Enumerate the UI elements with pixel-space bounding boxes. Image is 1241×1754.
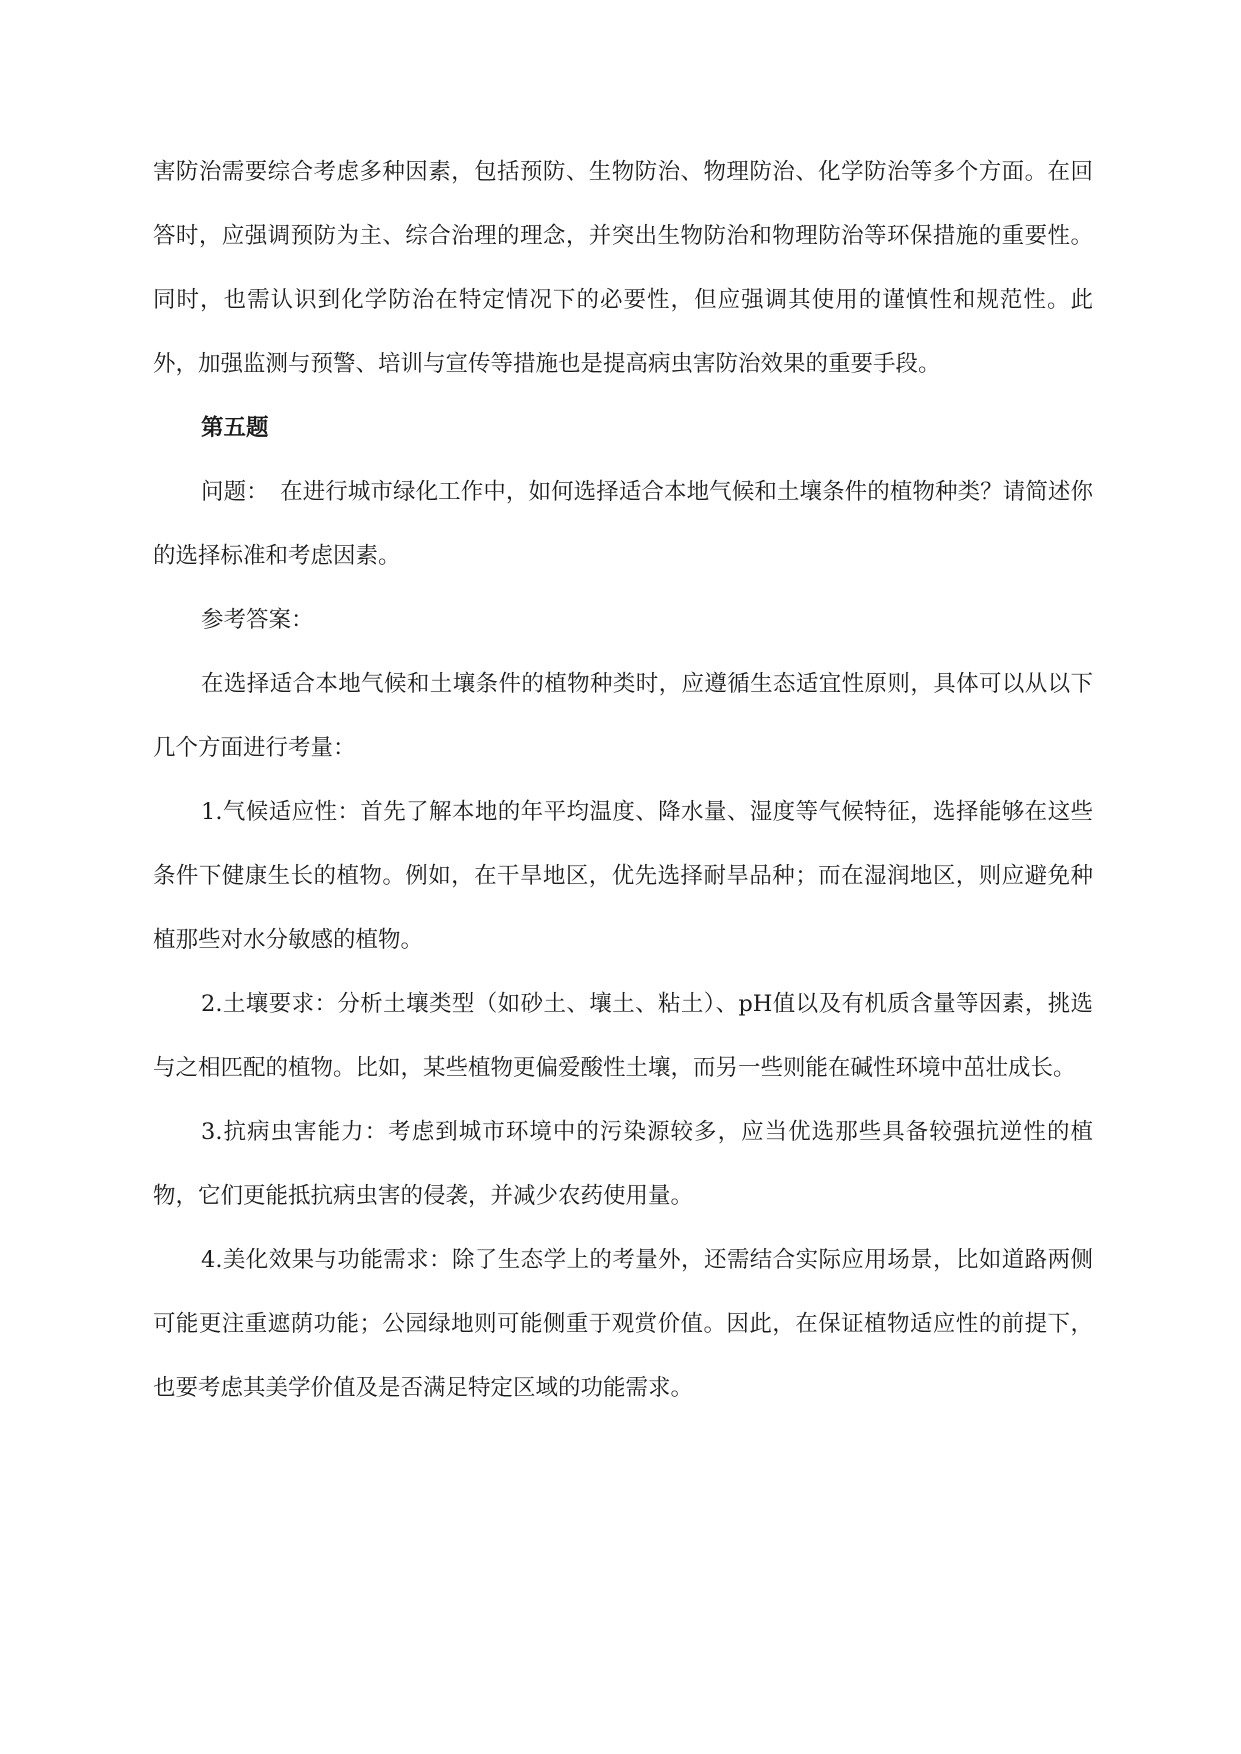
document-page [153, 140, 1093, 1420]
point-climate: 1.气候适应性：首先了解本地的年平均温度、降水量、湿度等气候特征，选择能够在这些条件下健康生长的植物。例如，在干旱地区，优先选择耐旱品种；而在湿润地区，则应避免种植那些对水分敏感的植物。 [153, 799, 1093, 953]
point-soil: 2.土壤要求：分析土壤类型（如砂土、壤土、粘土）、pH值以及有机质含量等因素，挑选与之相匹配的植物。比如，某些植物更偏爱酸性土壤，而另一些则能在碱性环境中茁壮成长。 [153, 991, 1093, 1081]
section-title: 第五题 [201, 415, 269, 441]
question-paragraph: 问题： 在进行城市绿化工作中，如何选择适合本地气候和土壤条件的植物种类？请简述你的选择标准和考虑因素。 [153, 479, 1093, 569]
point-pest-resistance: 3.抗病虫害能力：考虑到城市环境中的污染源较多，应当优选那些具备较强抗逆性的植物，它们更能抵抗病虫害的侵袭，并减少农药使用量。 [153, 1119, 1093, 1209]
answer-label: 参考答案： [201, 607, 314, 633]
point-beautification: 4.美化效果与功能需求：除了生态学上的考量外，还需结合实际应用场景，比如道路两侧可能更注重遮荫功能；公园绿地则可能侧重于观赏价值。因此，在保证植物适应性的前提下，也要考虑其美学价值及是否满足特定区域的功能需求。 [153, 1247, 1093, 1401]
intro-paragraph: 在选择适合本地气候和土壤条件的植物种类时，应遵循生态适宜性原则，具体可以从以下几个方面进行考量： [153, 671, 1093, 761]
continuation-paragraph: 害防治需要综合考虑多种因素，包括预防、生物防治、物理防治、化学防治等多个方面。在回答时，应强调预防为主、综合治理的理念，并突出生物防治和物理防治等环保措施的重要性。同时，也需认识到化学防治在特定情况下的必要性，但应强调其使用的谨慎性和规范性。此外，加强监测与预警、培训与宣传等措施也是提高病虫害防治效果的重要手段。 [153, 159, 1093, 377]
